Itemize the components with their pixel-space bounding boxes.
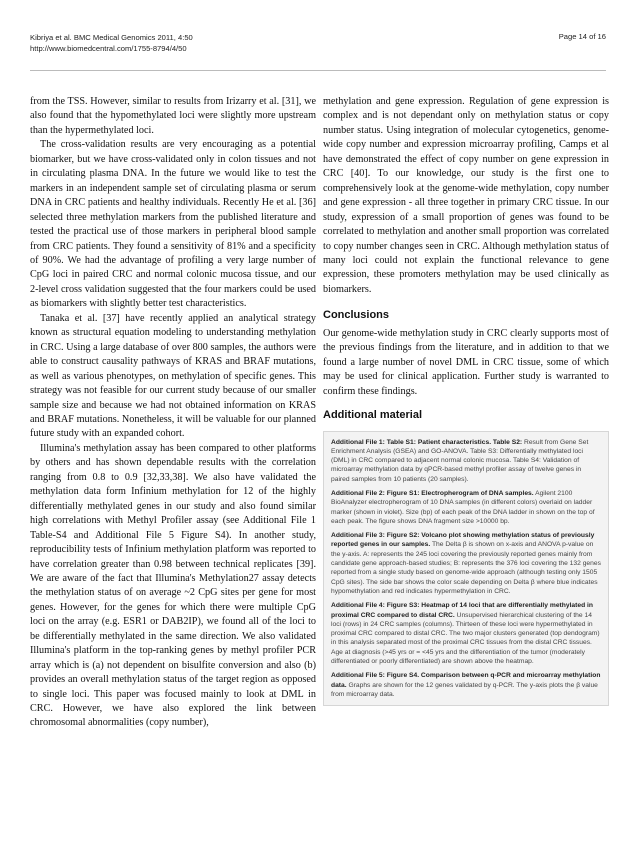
left-column [30, 95, 316, 731]
right-column [323, 95, 609, 706]
conclusions-heading: Conclusions [323, 309, 390, 322]
header-divider [30, 70, 606, 71]
conclusions-paragraph: Our genome-wide methylation study in CRC clearly supports most of the previous findings from the literature, and in addition to that we found a large number of novel DML in CRC tissue, some of which may be used for clinical application. Further study is warranted to confirm these findings. [323, 327, 609, 397]
additional-file-5-title: Additional File 5: Figure S4. Comparison between q-PCR and microarray methylation data. [331, 672, 601, 689]
additional-file-4-title: Additional File 4: Figure S3: Heatmap of 14 loci that are differentially methylated in proximal CRC compared to distal CRC. [331, 602, 593, 619]
additional-file-4[interactable] [331, 601, 601, 666]
left-paragraph-3: Tanaka et al. [37] have recently applied an analytical strategy known as structural equation modeling to understanding methylation in CRC. Using a large database of over 800 samples, the authors were able to construct causality pathways of KRAS and BRAF mutations, as well as various phenotypes, on methylation of specific genes. This strategy was not feasible for our current study because of our smaller sample size and because we had not obtained information on KRAS and BRAF mutations. Nonetheless, it will be valuable for our planned future study with an expanded cohort. [30, 312, 316, 440]
additional-file-5[interactable] [331, 671, 601, 699]
page-header-citation [30, 32, 193, 54]
left-paragraph-1: from the TSS. However, similar to results from Irizarry et al. [31], we also found that the hypomethylated loci were slightly more upstream than the hypermethylated loci. [30, 96, 316, 136]
article-url[interactable]: http://www.biomedcentral.com/1755-8794/4/50 [30, 44, 187, 53]
additional-file-2-title: Additional File 2: Figure S1: Electropherogram of DNA samples. [331, 490, 534, 497]
additional-file-1[interactable] [331, 438, 601, 484]
additional-file-3[interactable] [331, 531, 601, 596]
additional-file-2-description: Agilent 2100 BioAnalyzer electropherogram of 10 DNA samples (in different colors) overlaid on ladder marker (shown in violet). Size (bp) of each peak of the DNA ladder in shown on the top of each peak. The figure shows DNA fragment size >10000 bp. [331, 490, 595, 525]
additional-file-3-description: The Delta β is shown on x-axis and ANOVA p-value on the y-axis. A: represents the 245 loci covering the previously reported genes mainly from candidate gene approach-based studies; B: represents the 376 loci covering the 132 genes reported from a single study based on genome-wide approach (although testing only 1505 CpG sites). The side bar shows the color scale depending on Delta β where blue indicates hypomethylation and red indicates hypermethylation in CRC. [331, 541, 601, 595]
citation-text: Kibriya et al. BMC Medical Genomics 2011, 4:50 [30, 33, 193, 42]
left-paragraph-4: Illumina's methylation assay has been compared to other platforms by others and has shown dependable results with the correlation ranging from 0.8 to 0.9 [32,33,38]. We also have validated the methylation data form Infinium methylation for 12 of the highly differentially methylated genes in our study and also found similar high correlations with Methyl Profiler assay (see Additional File 1 Table-S4 and Additional File 5 Figure S4). In another study, reproducibility tests of Infinium methylation platform was reported to have correlation greater than 0.98 between technical replicates [39]. We are aware of the fact that Illumina's Methylation27 assay detects the methylation status of on average ~2 CpG sites per gene for most genes. However, for the genes for which there were multiple CpG loci on the array (e.g. ESR1 or DAB2IP), we found all of the loci to be differentially methylated in the same direction. We also validated Illumina's platform in the top-ranking genes by methyl profiler PCR array which is (a) not dependent on bisulfite conversion and also (b) provides an overall methylation status of the target region as opposed to single loci. This paper was focused mainly to look at DML in CRC. However, we have also explored the link between chromosomal abnormalities (copy number), [30, 442, 316, 729]
right-paragraph-1: methylation and gene expression. Regulation of gene expression is complex and is not dependant only on methylation status or copy number status. Using integration of molecular cytogenetics, genome-wide copy number and expression microarray profiling, Camps et al have demonstrated the effect of copy number on gene expression in CRC [40]. To our knowledge, our study is the first one to comprehensively look at the genome-wide methylation, copy number and gene expression - all three together in primary CRC tissue. In our study, expression of a small proportion of genes was found to be correlated to methylation and another small proportion was correlated to copy number changes seen in CRC. Although methylation status of many loci could not explain the functional relevance to gene expression, these promoters methylation may be used clinically as biomarkers. [323, 96, 609, 295]
additional-file-2[interactable] [331, 489, 601, 526]
additional-file-4-description: Unsupervised hierarchical clustering of the 14 loci (rows) in 24 CRC samples (columns). Thirteen of these loci were hypermethylated in proximal CRC compared to distal CRC. The two major clusters generated (top dendogram) in this analysis separated most of the proximal CRC tissues from the distal CRC tissues. Age at diagnosis (>45 yrs or = <45 yrs and the differentiation of the tumor (moderately differentiated or poorly differentiated) are shown above the heatmap. [331, 611, 600, 666]
additional-material-heading: Additional material [323, 409, 423, 422]
additional-file-1-description: Result from Gene Set Enrichment Analysis (GSEA) and GO-ANOVA. Table S3: Differentially methylated loci (DML) in CRC compared to adjacent normal colonic mucosa. Table S4: Validation of microarray methylation data by qPCR-based methyl profiler assay of twelve genes in paired samples from 10 patients (20 samples). [331, 438, 589, 483]
additional-file-3-title: Additional File 3: Figure S2: Volcano plot showing methylation status of previously reported genes in our samples. [331, 532, 595, 549]
additional-file-1-title: Additional File 1: Table S1: Patient characteristics. Table S2: [331, 438, 523, 446]
left-paragraph-2: The cross-validation results are very encouraging as a potential biomarker, but we have cross-validated only in colon tissues and not in circulating plasma DNA. In the future we would like to test the markers in an independent sample set of circulating plasma or serum DNA in CRC patients and healthy individuals. Recently He et al. [36] selected three methylation markers from the published literature and tested the practical use of those markers in peripheral blood sample from CRC patients. They found a sensitivity of 81% and a specificity of 90%. We had the advantage of profiling a very large number of CpG loci in paired CRC and normal colonic mucosa tissue, and our 2-level cross validation suggested that the four markers could be used as biomarkers with slightly better test characteristics. [30, 139, 316, 310]
additional-file-5-description: Graphs are shown for the 12 genes validated by q-PCR. The y-axis plots the β value from microarray data. [331, 681, 598, 698]
page-number: Page 14 of 16 [558, 32, 606, 41]
additional-material-box [323, 431, 609, 707]
